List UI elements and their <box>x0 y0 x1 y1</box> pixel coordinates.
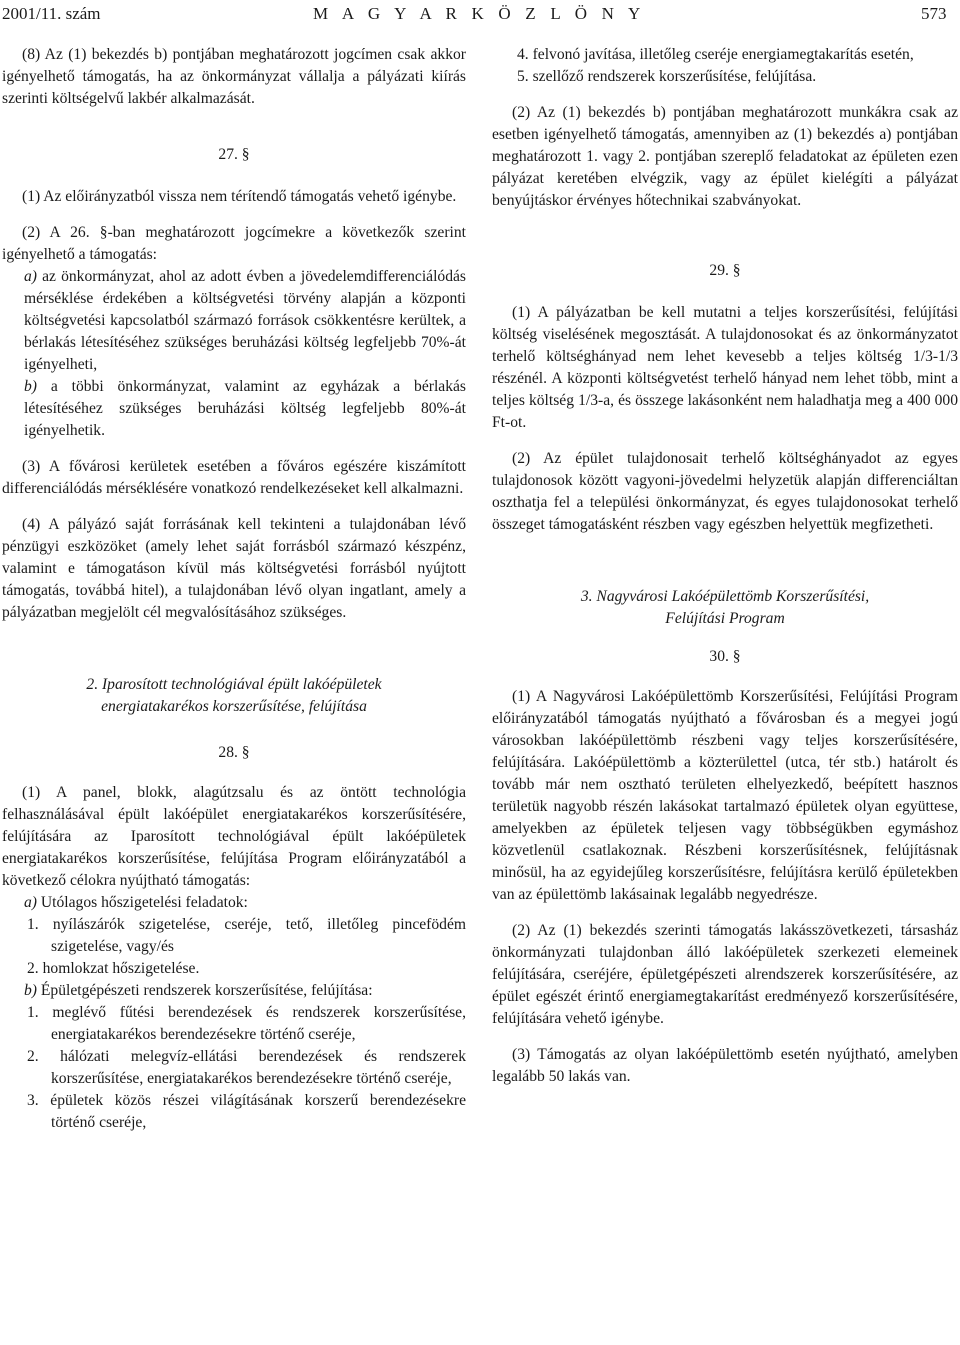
list-item-28-b: b) Épületgépészeti rendszerek korszerűsítése, felújítása: <box>24 982 373 999</box>
list-item-28-b-3: 3. épületek közös részei világításának korszerű berendezésekre történő cseréje, <box>27 1092 466 1131</box>
publication-title: M A G Y A R K Ö Z L Ö N Y <box>313 4 646 23</box>
section-29-heading: 29. § <box>709 262 741 279</box>
list-item-28-a: a) Utólagos hőszigetelési feladatok: <box>24 894 248 911</box>
list-item-28-a-2: 2. homlokzat hőszigetelése. <box>27 960 200 977</box>
left-column <box>2 44 466 1134</box>
paragraph-27-4: (4) A pályázó saját forrásának kell tekinteni a tulajdonában lévő pénzügyi eszközöket (amely lehet saját forrásból származó készpénz, valamint e támogatáson kívül más költségvetési forrásból nyújtott támogatás, továbbá hitel), a tulajdonában lévő olyan ingatlant, amely a pályázatban megjelölt cél megvalósításához szükséges. <box>2 516 466 621</box>
paragraph-29-1: (1) A pályázatban be kell mutatni a teljes korszerűsítési, felújítási költség viselésének megosztását. A tulajdonosokat és az önkormányzatot terhelő költséghányad nem lehet kevesebb a teljes költség 1/3-1/3 részénél. A központi költségvetést terhelő hányad nem lehet több, mint a teljes költség 1/3-a, és összege lakásonként nem haladhatja meg a 400 000 Ft-ot. <box>492 304 958 431</box>
list-item-28-b-1: 1. meglévő fűtési berendezések és rendszerek korszerűsítése, energiatakarékos berendezésekre történő cseréje, <box>27 1004 466 1043</box>
paragraph-28-1: (1) A panel, blokk, alagútzsalu és az öntött technológia felhasználásával épült lakóépület energiatakarékos korszerűsítésére, felújítására az Iparosított technológiával épült lakóépületek energiatakarékos korszerűsítése, felújítása Program előirányzatából a következő célokra nyújtható támogatás: <box>2 784 466 889</box>
list-item-27-2-a: a) az önkormányzat, ahol az adott évben a jövedelemdifferenciálódás mérséklése érdekében a költségvetési törvény alapján a központi költségvetési kapcsolatból származó források csökkentésre kerültek, a bérlakás létesítéséhez szükséges beruházási költség legfeljebb 70%-át igényelheti, <box>24 268 466 373</box>
section-30-heading: 30. § <box>709 648 741 665</box>
chapter-3-title-line2: Felújítási Program <box>665 610 785 627</box>
section-28-heading: 28. § <box>218 744 250 761</box>
chapter-2-title-line1: 2. Iparosított technológiával épült lakóépületek <box>86 676 382 693</box>
issue-number: 2001/11. szám <box>2 4 101 23</box>
paragraph-30-1: (1) A Nagyvárosi Lakóépülettömb Korszerűsítési, Felújítási Program előirányzatából támogatás nyújtható a fővárosban és a megyei jogú városokban lakóépülettömb részbeni vagy teljes korszerűsítésére, felújítására. Lakóépülettömb a közterülettel (utca, tér stb.) határolt és tovább már nem osztható területen elhelyezkedő, beépített hasznos területük nagyobb részén lakásokat tartalmazó épületek olyan együttese, amelyekben az épületek teljesen vagy többségükben egymáshoz közvetlenül csatlakoznak. Részbeni korszerűsítésnek, felújításnak minősül, ha az egyidejűleg korszerűsítésre, felújításra kerülő épületekben van az épülettömb lakásainak legalább negyedrésze. <box>492 688 958 903</box>
chapter-3-title-line1: 3. Nagyvárosi Lakóépülettömb Korszerűsítési, <box>580 588 870 605</box>
list-item-27-2-b: b) a többi önkormányzat, valamint az egyházak a bérlakás létesítéséhez szükséges beruházási költség legfeljebb 80%-át igényelhetik. <box>24 378 466 439</box>
list-item-28-b-4: 4. felvonó javítása, illetőleg cseréje energiamegtakarítás esetén, <box>517 46 914 63</box>
page-header <box>0 0 960 30</box>
paragraph-27-1: (1) Az előirányzatból vissza nem térítendő támogatás vehető igénybe. <box>22 188 457 205</box>
paragraph-28-2: (2) Az (1) bekezdés b) pontjában meghatározott munkákra csak az esetben igényelhető támogatás, amennyiben az (1) bekezdés a) pontjában meghatározott 1. vagy 2. pontjában szereplő feladatokat az épületen ezen pályázat keretében elvégzik, vagy az épület kielégíti a pályázat benyújtáskor érvényes hőtechnikai szabványokat. <box>492 104 958 209</box>
paragraph-27-2: (2) A 26. §-ban meghatározott jogcímekre a következők szerint igényelhető a támogatás: <box>2 224 466 263</box>
right-column <box>492 44 958 1102</box>
list-item-28-a-1: 1. nyílászárók szigetelése, cseréje, tető, illetőleg pincefödém szigetelése, vagy/és <box>27 916 466 955</box>
paragraph-30-3: (3) Támogatás az olyan lakóépülettömb esetén nyújtható, amelyben legalább 50 lakás van. <box>492 1046 958 1085</box>
section-27-heading: 27. § <box>218 146 250 163</box>
chapter-2-title-line2: energiatakarékos korszerűsítése, felújítása <box>101 698 367 715</box>
paragraph-29-2: (2) Az épület tulajdonosait terhelő költséghányadot az egyes tulajdonosok között vagyoni-jövedelmi helyzetük alapján differenciáltan oszthatja fel a települési önkormányzat, és egyes tulajdonosokat terhelő összeget támogatásként részben vagy egészben helyettük megfizetheti. <box>492 450 958 533</box>
paragraph-26-8: (8) Az (1) bekezdés b) pontjában meghatározott jogcímen csak akkor igényelhető támogatás, ha az önkormányzat vállalja a pályázati kiírás szerinti költségelvű lakbér alkalmazását. <box>2 46 466 107</box>
list-item-28-b-2: 2. hálózati melegvíz-ellátási berendezések és rendszerek korszerűsítése, energiatakarékos berendezésekre történő cseréje, <box>27 1048 466 1087</box>
paragraph-27-3: (3) A fővárosi kerületek esetében a főváros egészére kiszámított differenciálódás mérséklésére vonatkozó rendelkezéseket kell alkalmazni. <box>2 458 466 497</box>
page-number: 573 <box>921 4 947 23</box>
paragraph-30-2: (2) Az (1) bekezdés szerinti támogatás lakásszövetkezeti, társasház önkormányzati tulajdonban álló lakóépületek szerkezeti elemeinek felújítására, cseréjére, épületgépészeti alrendszerek korszerűsítésére, az épület egészét érintő energiamegtakarítást eredményező korszerűsítésére, felújítására vehető igénybe. <box>492 922 958 1027</box>
list-item-28-b-5: 5. szellőző rendszerek korszerűsítése, felújítása. <box>517 68 817 85</box>
